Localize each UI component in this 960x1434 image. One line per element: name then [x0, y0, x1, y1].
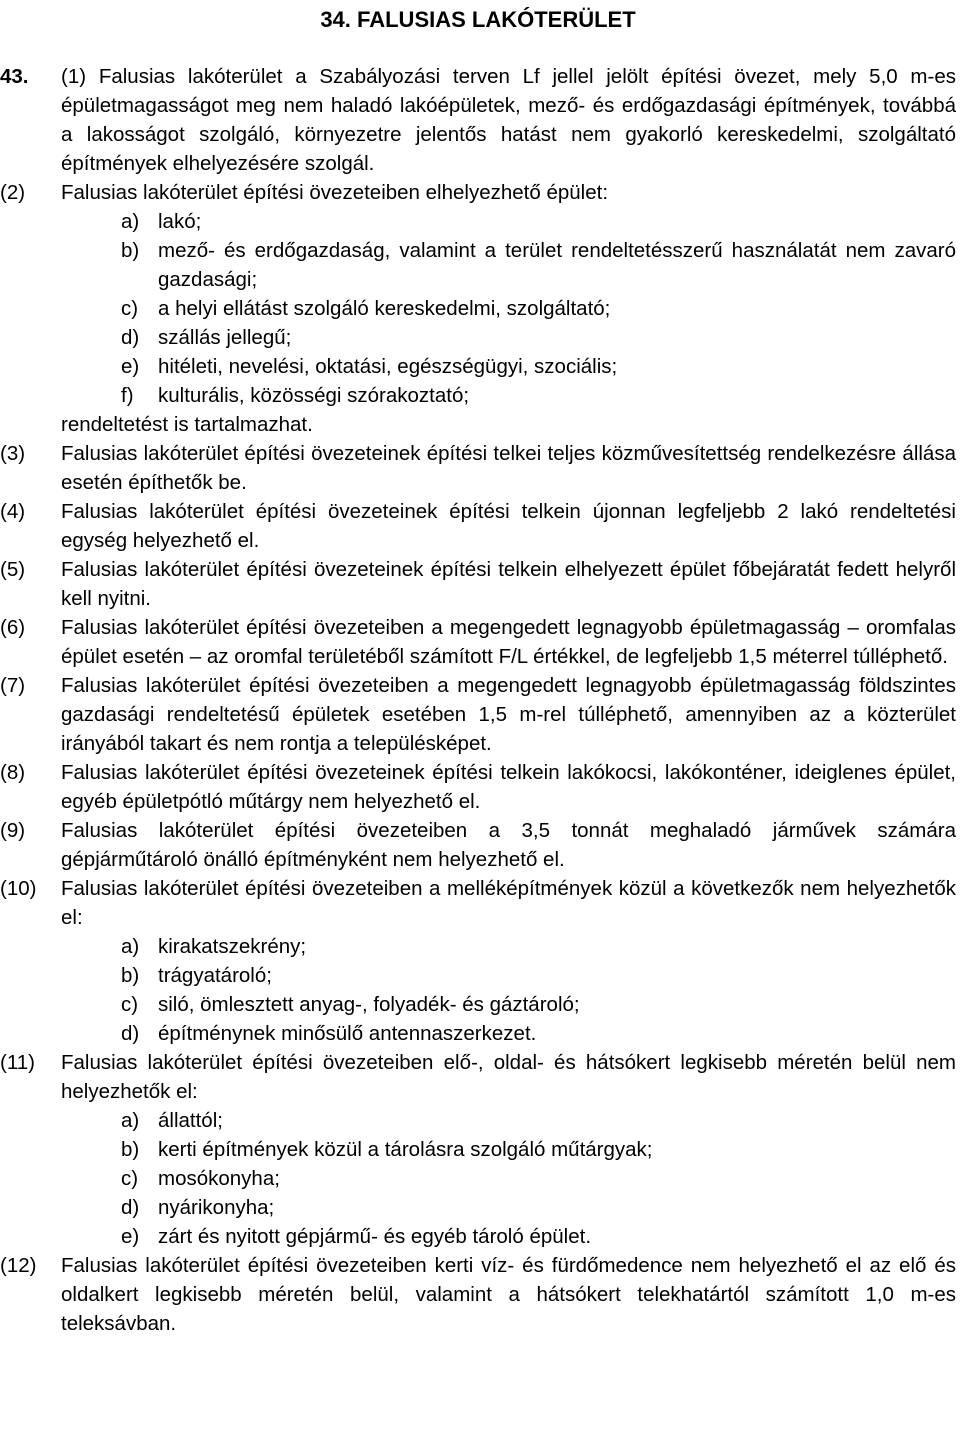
- paragraph-text: Falusias lakóterület építési övezeteiben elhelyezhető épület:: [61, 181, 609, 204]
- paragraph-number: (1): [61, 65, 87, 88]
- list-item-text: mező- és erdőgazdaság, valamint a terület rendeltetésszerű használatát nem zavaró gazdasági;: [158, 239, 956, 291]
- list-item: [121, 1106, 956, 1135]
- list-item: [121, 1222, 956, 1251]
- paragraph-body: [61, 758, 956, 816]
- paragraph-body: [61, 178, 956, 439]
- paragraph-body: [61, 671, 956, 758]
- paragraph: [0, 758, 956, 816]
- paragraph-text: Falusias lakóterület építési övezeteiben a 3,5 tonnát meghaladó járművek számára gépjárműtároló önálló építményként nem helyezhető el.: [61, 819, 956, 871]
- list-item-text: zárt és nyitott gépjármű- és egyéb tároló épület.: [158, 1225, 592, 1248]
- list-item: [121, 990, 956, 1019]
- paragraph-number: (4): [0, 500, 26, 523]
- list-item-letter: d): [121, 1022, 140, 1045]
- list-item: [121, 352, 956, 381]
- list-item: [121, 323, 956, 352]
- paragraph-list: [0, 62, 956, 1338]
- list-item-text: nyárikonyha;: [158, 1196, 275, 1219]
- paragraph-body: [61, 816, 956, 874]
- paragraph-text: Falusias lakóterület építési övezeteiben a melléképítmények közül a következők nem helyezhetők el:: [61, 877, 956, 929]
- paragraph-number: (9): [0, 819, 26, 842]
- paragraph-body: [61, 613, 956, 671]
- paragraph-text-block: [61, 62, 956, 178]
- paragraph-text: Falusias lakóterület építési övezeteinek építési telkein újonnan legfeljebb 2 lakó rendeltetési egység helyezhető el.: [61, 500, 956, 552]
- list-item: [121, 1019, 956, 1048]
- paragraph-body: [61, 497, 956, 555]
- paragraph-number: (2): [0, 181, 26, 204]
- list-item: [121, 294, 956, 323]
- paragraph-body: [61, 1251, 956, 1338]
- paragraph: [0, 1048, 956, 1251]
- list-item: [121, 207, 956, 236]
- sub-item-list: [61, 207, 956, 410]
- paragraph-text: Falusias lakóterület építési övezeteinek építési telkein elhelyezett épület főbejáratát fedett helyről kell nyitni.: [61, 558, 956, 610]
- list-item-letter: c): [121, 1167, 139, 1190]
- list-item-letter: b): [121, 964, 140, 987]
- list-item-letter: d): [121, 1196, 140, 1219]
- list-item: [121, 1193, 956, 1222]
- list-item-text: kerti építmények közül a tárolásra szolgáló műtárgyak;: [158, 1138, 653, 1161]
- paragraph-text: Falusias lakóterület építési övezeteiben a megengedett legnagyobb épületmagasság földszintes gazdasági rendeltetésű épületek esetében 1,5 m-rel túlléphető, amennyiben az a közterület irányából takart és nem rontja a településképet.: [61, 674, 956, 755]
- list-item-text: hitéleti, nevelési, oktatási, egészségügyi, szociális;: [158, 355, 618, 378]
- paragraph-text: Falusias lakóterület építési övezeteiben kerti víz- és fürdőmedence nem helyezhető el az elő és oldalkert legkisebb méretén belül, valamint a hátsókert telekhatártól számított 1,0 m-es teleksávban.: [61, 1254, 956, 1335]
- paragraph: [0, 555, 956, 613]
- list-item-text: siló, ömlesztett anyag-, folyadék- és gáztároló;: [158, 993, 580, 1016]
- list-item: [121, 1135, 956, 1164]
- paragraph: [0, 671, 956, 758]
- paragraph-number: (6): [0, 616, 26, 639]
- list-item-text: kirakatszekrény;: [158, 935, 307, 958]
- paragraph-number: (5): [0, 558, 26, 581]
- sub-item-list: [61, 932, 956, 1048]
- sub-item-list: [61, 1106, 956, 1251]
- list-item: [121, 932, 956, 961]
- paragraph-tail: rendeltetést is tartalmazhat.: [61, 413, 313, 436]
- list-item: [121, 236, 956, 294]
- list-item: [121, 961, 956, 990]
- list-item-letter: e): [121, 355, 140, 378]
- paragraph-number: (10): [0, 877, 37, 900]
- list-item: [121, 381, 956, 410]
- paragraph-number: (3): [0, 442, 26, 465]
- paragraph-text: Falusias lakóterület építési övezeteiben a megengedett legnagyobb épületmagasság – oromfalas épület esetén – az oromfal területéből számított F/L értékkel, de legfeljebb 1,5 méterrel túlléphető.: [61, 616, 956, 668]
- list-item-letter: c): [121, 993, 139, 1016]
- list-item-text: építménynek minősülő antennaszerkezet.: [158, 1022, 537, 1045]
- list-item-letter: a): [121, 210, 140, 233]
- paragraph-body: [61, 439, 956, 497]
- list-item-letter: a): [121, 935, 140, 958]
- paragraph: [0, 497, 956, 555]
- section-number: 43.: [0, 65, 29, 88]
- list-item-letter: b): [121, 239, 140, 262]
- paragraph-text: Falusias lakóterület építési övezeteinek építési telkein lakókocsi, lakókonténer, ideiglenes épület, egyéb épületpótló műtárgy nem helyezhető el.: [61, 761, 956, 813]
- list-item-letter: f): [121, 384, 134, 407]
- list-item-text: trágyatároló;: [158, 964, 272, 987]
- list-item-text: állattól;: [158, 1109, 223, 1132]
- paragraph-text: Falusias lakóterület a Szabályozási terven Lf jellel jelölt építési övezet, mely 5,0 m-es épületmagasságot meg nem haladó lakóépületek, mező- és erdőgazdasági építmények, továbbá a lakosságot szolgáló, környezetre jelentős hatást nem gyakorló kereskedelmi, szolgáltató építmények elhelyezésére szolgál.: [61, 65, 956, 175]
- list-item-text: szállás jellegű;: [158, 326, 292, 349]
- paragraph: [0, 874, 956, 1048]
- paragraph-number: (8): [0, 761, 26, 784]
- list-item-text: mosókonyha;: [158, 1167, 280, 1190]
- paragraph-body: [61, 62, 956, 178]
- paragraph-number: (11): [0, 1051, 35, 1074]
- list-item: [121, 1164, 956, 1193]
- list-item-text: lakó;: [158, 210, 202, 233]
- paragraph: [0, 62, 956, 178]
- list-item-letter: a): [121, 1109, 140, 1132]
- paragraph-body: [61, 1048, 956, 1251]
- list-item-letter: e): [121, 1225, 140, 1248]
- list-item-letter: c): [121, 297, 139, 320]
- list-item-letter: b): [121, 1138, 140, 1161]
- paragraph-number: (12): [0, 1254, 37, 1277]
- paragraph-body: [61, 874, 956, 1048]
- list-item-letter: d): [121, 326, 140, 349]
- list-item-text: a helyi ellátást szolgáló kereskedelmi, szolgáltató;: [158, 297, 611, 320]
- paragraph-number: (7): [0, 674, 26, 697]
- chapter-title: 34. FALUSIAS LAKÓTERÜLET: [320, 7, 636, 32]
- paragraph-text: Falusias lakóterület építési övezeteinek építési telkei teljes közművesítettség rendelkezésre állása esetén építhetők be.: [61, 442, 956, 494]
- list-item-text: kulturális, közösségi szórakoztató;: [158, 384, 470, 407]
- paragraph-text: Falusias lakóterület építési övezeteiben elő-, oldal- és hátsókert legkisebb méretén belül nem helyezhetők el:: [61, 1051, 956, 1103]
- paragraph: [0, 178, 956, 439]
- paragraph: [0, 613, 956, 671]
- paragraph-body: [61, 555, 956, 613]
- paragraph: [0, 1251, 956, 1338]
- paragraph: [0, 816, 956, 874]
- paragraph: [0, 439, 956, 497]
